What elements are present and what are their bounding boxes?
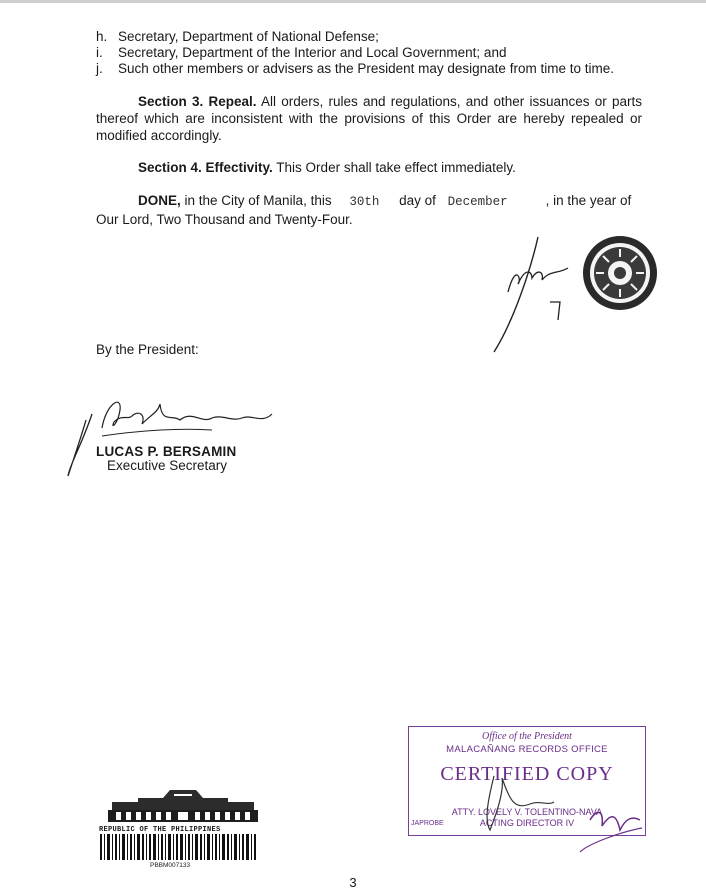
stamp-officer-title: ACTING DIRECTOR IV	[479, 818, 575, 828]
done-text: day of	[395, 193, 440, 208]
signatory-name: LUCAS P. BERSAMIN	[96, 444, 237, 459]
typed-day: 30th	[349, 195, 380, 209]
stamp-signature	[470, 770, 650, 860]
section-3-paragraph	[96, 93, 642, 144]
list-text: Secretary, Department of National Defense;	[118, 29, 379, 44]
stamp-certified-copy: CERTIFIED COPY	[440, 763, 614, 785]
barcode-number: PBBM007133	[150, 862, 191, 869]
presidential-seal	[582, 235, 658, 311]
stamp-initials: JAPROBE	[411, 820, 444, 827]
list-item	[96, 28, 379, 45]
list-item	[96, 44, 506, 61]
section-3-text: All orders, rules and regulations, and other issuances or parts thereof which are inconsistent with the provisions of this Order are hereby repealed or modified accordingly.	[96, 94, 642, 143]
done-text: in the City of Manila, this	[180, 193, 336, 208]
list-text: Such other members or advisers as the President may designate from time to time.	[118, 61, 614, 76]
list-text: Secretary, Department of the Interior and Local Government; and	[118, 45, 507, 60]
section-4-text: This Order shall take effect immediately.	[272, 160, 516, 175]
section-4-heading: Section 4. Effectivity.	[138, 160, 273, 175]
signatory-title: Executive Secretary	[107, 458, 228, 473]
stamp-records-office: MALACAÑANG RECORDS OFFICE	[446, 744, 608, 755]
page-top-border	[0, 0, 706, 3]
list-item	[96, 60, 614, 77]
by-the-president: By the President:	[96, 342, 199, 357]
page-number: 3	[349, 875, 357, 890]
list-marker: h.	[96, 29, 108, 44]
president-signature	[488, 232, 578, 357]
section-3-heading: Section 3. Repeal.	[138, 94, 257, 109]
stamp-officer-name: ATTY. LOVELY V. TOLENTINO-NAVA	[451, 807, 603, 817]
malacanang-building-icon	[108, 788, 258, 824]
done-text: , in the year of Our Lord, Two Thousand and Twenty-Four.	[96, 193, 632, 227]
list-marker: i.	[96, 45, 103, 60]
done-heading: DONE,	[138, 193, 181, 208]
done-paragraph	[96, 192, 642, 228]
stamp-office: Office of the President	[482, 731, 572, 742]
typed-month: December	[447, 195, 508, 209]
section-4-paragraph	[96, 159, 642, 176]
barcode-caption: REPUBLIC OF THE PHILIPPINES	[99, 826, 221, 834]
list-marker: j.	[96, 61, 103, 76]
barcode-icon	[98, 834, 258, 862]
